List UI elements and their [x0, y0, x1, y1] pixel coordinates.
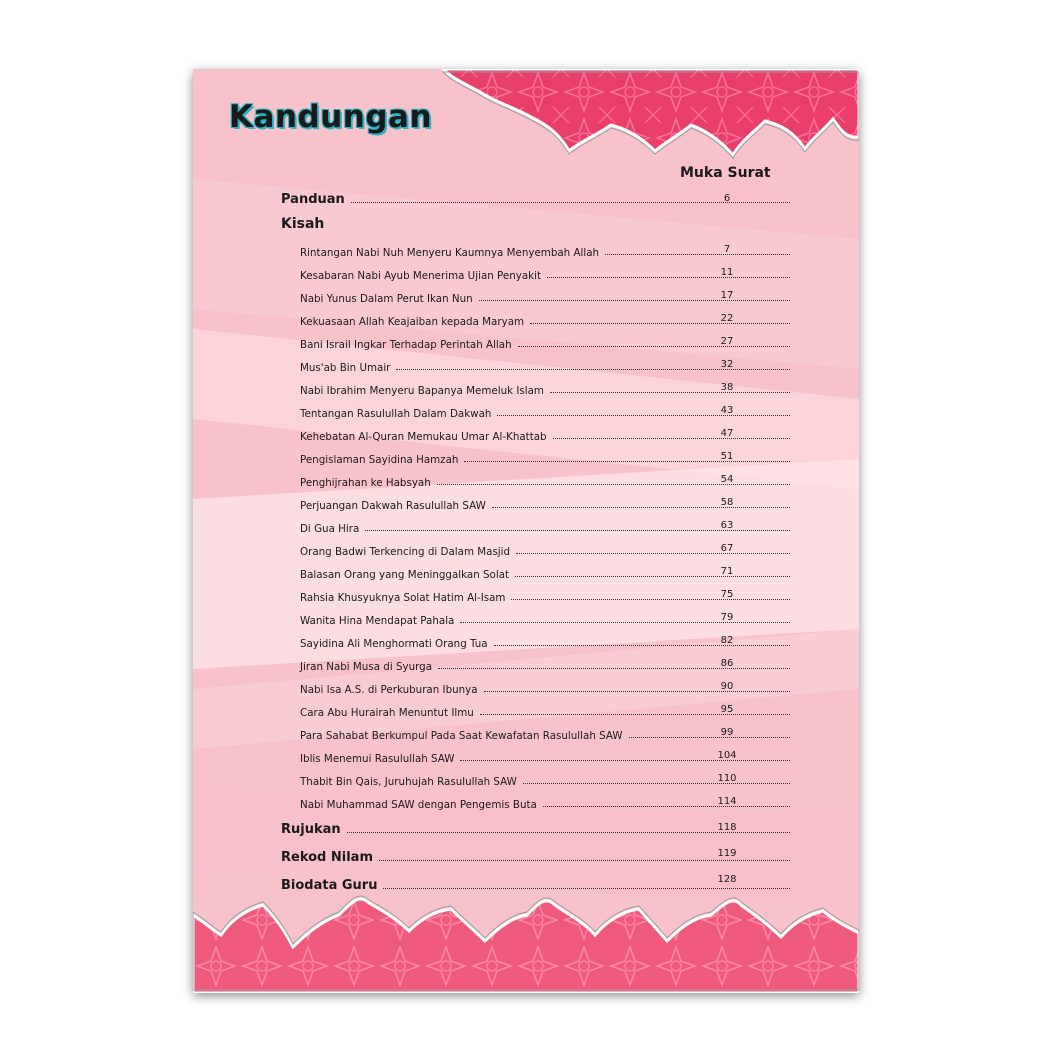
top-ornament — [443, 69, 859, 158]
toc-page-number: 51 — [720, 451, 734, 462]
toc-entry-title: Thabit Bin Qais, Juruhujah Rasulullah SAW — [300, 776, 517, 788]
toc-entry-title: Kekuasaan Allah Keajaiban kepada Maryam — [300, 316, 525, 328]
page-title: Kandungan — [229, 99, 433, 135]
toc-entry-title: Biodata Guru — [281, 878, 378, 893]
toc-page-number: 99 — [720, 727, 734, 738]
toc-entry-title: Sayidina Ali Menghormati Orang Tua — [300, 638, 488, 650]
toc-page-number: 118 — [717, 822, 737, 833]
toc-page-number: 11 — [720, 267, 734, 278]
toc-entry-title: Para Sahabat Berkumpul Pada Saat Kewafatan Rasulullah SAW — [300, 730, 623, 742]
toc-entry-title: Nabi Muhammad SAW dengan Pengemis Buta — [300, 799, 537, 811]
toc-page — [193, 69, 859, 993]
toc-page-number: 110 — [717, 773, 737, 784]
toc-page-number: 38 — [720, 382, 734, 393]
toc-page-number: 67 — [720, 543, 734, 554]
section-heading-kisah: Kisah — [281, 216, 325, 232]
toc-entry-title: Perjuangan Dakwah Rasulullah SAW — [300, 500, 486, 512]
toc-entry-title: Nabi Yunus Dalam Perut Ikan Nun — [300, 293, 473, 305]
toc-page-number: 47 — [720, 428, 734, 439]
toc-page-number: 32 — [720, 359, 734, 370]
toc-entry-title: Rintangan Nabi Nuh Menyeru Kaumnya Menyembah Allah — [300, 247, 600, 259]
toc-page-number: 58 — [720, 497, 734, 508]
toc-page-number: 79 — [720, 612, 734, 623]
toc-page-number: 75 — [720, 589, 734, 600]
toc-page-number: 82 — [720, 635, 734, 646]
toc-page-number: 22 — [720, 313, 734, 324]
toc-page-number: 119 — [717, 848, 737, 859]
toc-entry-title: Tentangan Rasulullah Dalam Dakwah — [300, 408, 492, 420]
toc-page-number: 114 — [717, 796, 737, 807]
toc-entry-title: Panduan — [281, 192, 345, 207]
toc-entry-title: Rekod Nilam — [281, 850, 373, 865]
toc-entry-title: Rujukan — [281, 822, 341, 837]
toc-page-number: 128 — [717, 874, 737, 885]
toc-entry-title: Kehebatan Al-Quran Memukau Umar Al-Khattab — [300, 431, 547, 443]
toc-entry-title: Iblis Menemui Rasulullah SAW — [300, 753, 455, 765]
toc-page-number: 54 — [720, 474, 734, 485]
toc-entry-title: Nabi Isa A.S. di Perkuburan Ibunya — [300, 684, 478, 696]
toc-page-number: 86 — [720, 658, 734, 669]
toc-page-number: 71 — [720, 566, 734, 577]
toc-page-number: 27 — [720, 336, 734, 347]
bottom-ornament — [193, 896, 859, 993]
toc-page-number: 6 — [723, 193, 731, 204]
toc-entry-title: Nabi Ibrahim Menyeru Bapanya Memeluk Islam — [300, 385, 544, 397]
toc-page-number: 63 — [720, 520, 734, 531]
toc-page-number: 43 — [720, 405, 734, 416]
toc-entry-title: Di Gua Hira — [300, 523, 360, 535]
toc-entry-title: Mus'ab Bin Umair — [300, 362, 391, 374]
toc-entry-title: Wanita Hina Mendapat Pahala — [300, 615, 455, 627]
toc-page-number: 90 — [720, 681, 734, 692]
toc-page-number: 7 — [723, 244, 731, 255]
toc-entry-title: Kesabaran Nabi Ayub Menerima Ujian Penyakit — [300, 270, 542, 282]
toc-entry-title: Jiran Nabi Musa di Syurga — [300, 661, 433, 673]
toc-entry-title: Penghijrahan ke Habsyah — [300, 477, 431, 489]
toc-page-number: 95 — [720, 704, 734, 715]
toc-page-number: 104 — [717, 750, 737, 761]
dot-leader — [605, 254, 790, 255]
toc-entry-title: Orang Badwi Terkencing di Dalam Masjid — [300, 546, 511, 558]
toc-entry-title: Pengislaman Sayidina Hamzah — [300, 454, 459, 466]
toc-entry-title: Rahsia Khusyuknya Solat Hatim Al-Isam — [300, 592, 506, 604]
toc-entry-title: Bani Israil Ingkar Terhadap Perintah Allah — [300, 339, 512, 351]
toc-page-number: 17 — [720, 290, 734, 301]
toc-entry-title: Cara Abu Hurairah Menuntut Ilmu — [300, 707, 474, 719]
page-number-column-header: Muka Surat — [680, 165, 771, 181]
toc-entry-title: Balasan Orang yang Meninggalkan Solat — [300, 569, 510, 581]
